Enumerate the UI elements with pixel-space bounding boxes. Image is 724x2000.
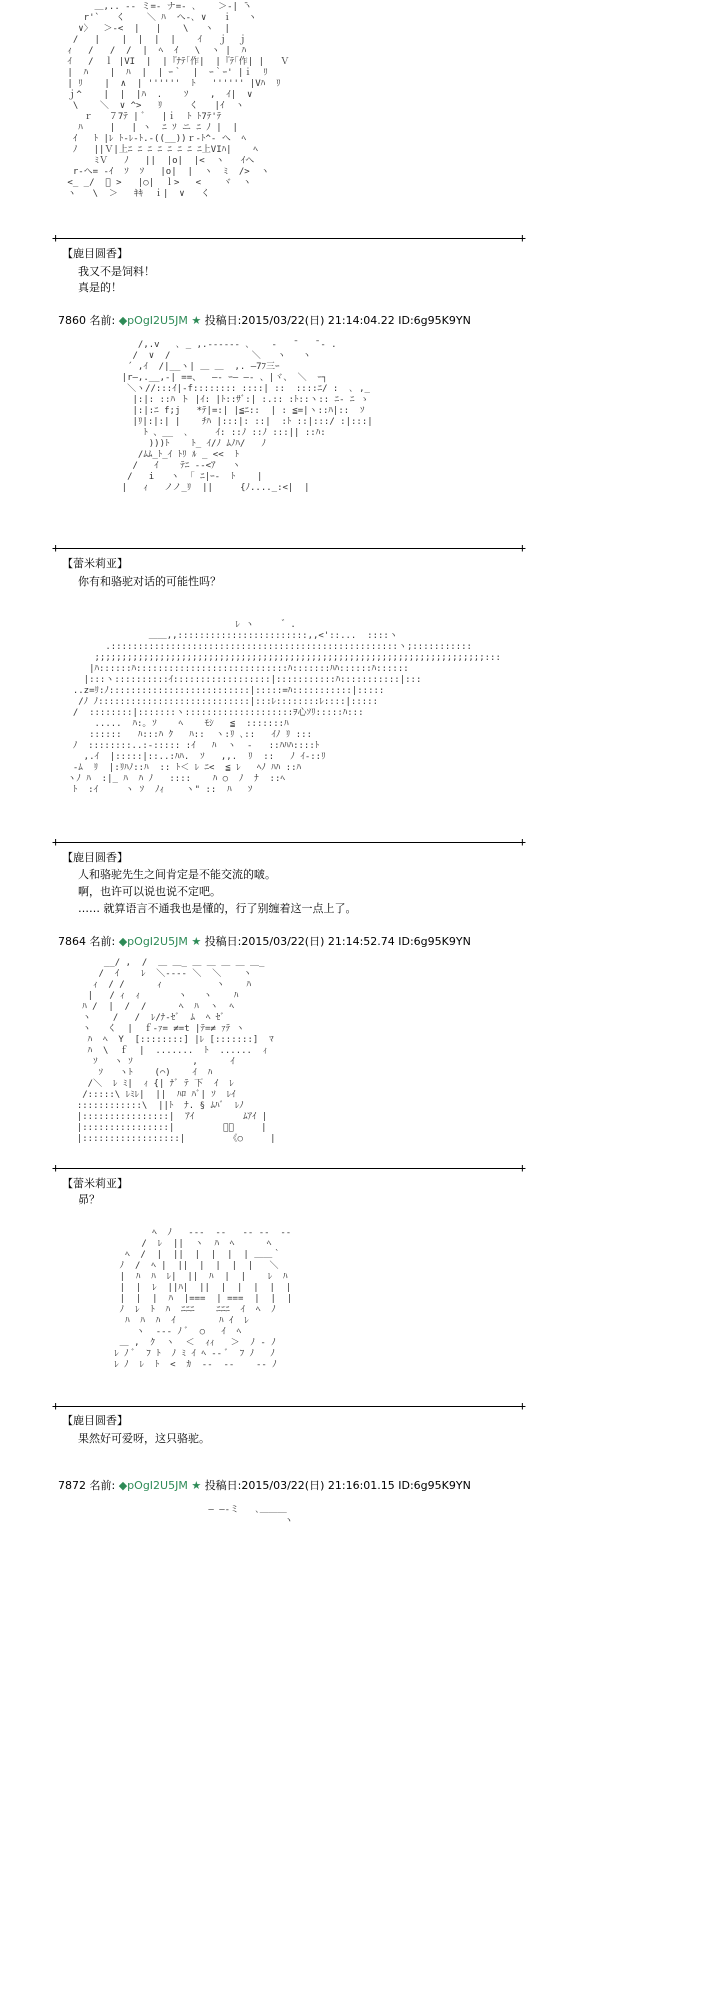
- divider-plus-right: +: [518, 1399, 526, 1413]
- post-number: 7872: [58, 1479, 86, 1492]
- divider-plus-right: +: [518, 835, 526, 849]
- divider-plus-left: +: [52, 1161, 60, 1175]
- dialogue-line: 啊，也许可以说也说不定吧。: [78, 885, 221, 898]
- divider: [52, 231, 526, 245]
- post-header: [58, 935, 471, 949]
- divider: [52, 1399, 526, 1413]
- post-number: 7864: [58, 935, 86, 948]
- speaker-label: 【蕾米莉亚】: [62, 557, 128, 570]
- dialogue-line: 果然好可爱呀，这只骆驼。: [78, 1432, 210, 1445]
- divider-plus-left: +: [52, 231, 60, 245]
- post-tripcode[interactable]: ◆pOgI2U5JM ★: [118, 935, 202, 948]
- ascii-art-madoka-2: ﾍ ﾉ ‐‐‐ ‐‐ ‐‐ ‐‐ ‐‐ / ﾚ || ヽ ﾊ ﾍ ﾍ ﾍ / | || | | | | ＿＿｀ ﾉ / ﾍ | || | | | | ＼ | ﾊ ﾊ ﾚ| || ﾊ | | ﾚ ﾊ | | ﾚ ||ﾊ| || | | | | | | | | ﾊ |=== | === | | | ﾉ ﾚ ﾄ ﾊ ﾆﾆﾆ ﾆﾆﾆ ｲ ﾍ ﾉ ﾊ ﾊ ﾊ ｲ ﾊ ｲ ﾚ ヽ ‐-- ﾉ ﾞ ○ ｲ ﾍ ＿ , ｸ ヽ ＜ ｨｨ ＞ ﾉ ‐ ﾉ ﾚ ﾉ ﾞ ﾌ ﾄ ﾉ ﾐ ｲ ﾍ ‐‐ ﾞ ﾌ ﾉ ﾉ ﾚ ﾉ ﾚ ﾄ < ｶ ‐‐ ‐‐ ‐‐ ﾉ: [114, 1228, 293, 1370]
- post-name-label: 名前:: [89, 1479, 116, 1492]
- divider: [52, 835, 526, 849]
- ascii-art-madoka-1: ＿,.. -‐ ミ=- ナ=- ､ ＞-| ̄ヽ r'` く ＼ ﾊ へ-､ ∨ ｉ ヽ ∨〉 ＞-< | | \ ヽ | / | | | | | ｲ ｊ ｊ ｨ / / / | ﾍ ｲ \ ヽ | ﾊ ｲ / ｌ |VI | |『ﾅﾃ｢作| |『ﾃ｢作| | Ｖ | ﾊ | ﾊ | | ｰ｀ | ｰ｀ｰ' |ｉ ﾘ | ﾘ | ∧ | '''''' ﾄ '''''' |Vﾊ ﾘ ｊ^ | | |ﾊ . ｿ , ｲ| ∨ \ ＼ ∨ ^> ﾘ く |ｲ ヽ ｒ ７7ﾃ | ﾞ |ｉ ﾄ ﾄ7ﾃ'ﾃ ﾊ | | ヽ ﾆ ｿ ニ ﾆ ﾉ | | ｲ ﾄ |ﾚ ﾄ-ﾚ-ﾄ.-((__))ｒ-ﾄ^- へ ﾍ ﾉ ||Ｖ|上ﾆ ﾆ ﾆ ﾆ ﾆ ﾆ ﾆ ﾆ上VIﾊ| ﾍ ﾐＶ ﾉ || |o| |< ヽ ｲへ r-へ= -ｲ ｿ ｿ |o| | ヽ ﾐ /> ヽ <_ _/ ﾞ > |○| ｌ> < ヾ ヽ ヽ \ ＞ ｷｷ ｉ| ∨ く: [67, 2, 290, 199]
- divider-plus-left: +: [52, 835, 60, 849]
- dialogue-line: 昴？: [78, 1193, 100, 1206]
- divider: [52, 1161, 526, 1175]
- post-number: 7860: [58, 314, 86, 327]
- post-name-label: 名前:: [89, 314, 116, 327]
- speaker-label: 【鹿目圆香】: [62, 1414, 128, 1427]
- post-header: [58, 1479, 471, 1493]
- divider-plus-right: +: [518, 1161, 526, 1175]
- speaker-label: 【鹿目圆香】: [62, 247, 128, 260]
- dialogue-line: 你有和骆驼对话的可能性吗？: [78, 575, 221, 588]
- post-name-label: 名前:: [89, 935, 116, 948]
- divider-plus-left: +: [52, 1399, 60, 1413]
- divider-plus-right: +: [518, 541, 526, 555]
- dialogue-line: 真是的！: [78, 281, 122, 294]
- post-tripcode[interactable]: ◆pOgI2U5JM ★: [118, 1479, 202, 1492]
- ascii-art-remilia-2: __/ , / ＿ ＿_ ＿ ＿ ＿ ＿ ＿_ / ｲ ﾚ ＼‐‐‐‐ ＼ ＼ ヽ ｨ / / ｨ ヽ ﾊ | / ｨ ｨ ヽ ヽ ﾊ ﾊ / | / / ﾍ ﾊ ヽ ﾍ ヽ / / ﾚ/ﾅ-ｾﾞ ﾑ ﾍ ｾﾞ ヽ く | ｆ-ｧ= ≠=t |ﾃ=≠ ｧﾃ ヽ ﾊ ﾍ Y [::::::::] |ﾚ [:::::::] ﾏ ﾊ \ ｆ | ....... ﾄ ...... ｨ ｿ ヽ ｿ , ｲ ｿ ヽﾄ (⌒) ｲ ﾊ /＼ ﾚ ﾐ| ｨ {| ﾅﾞ ﾃ 下 ｲ ﾚ /:::::\ ﾚﾐﾚ| || ﾊﾛ ﾊﾞ| ｿ ﾚｲ ::::::::::::\ ||ﾄ ﾅ. § ﾑﾊﾞ ﾚﾉ |::::::::::::::::| ｱｲ ﾑｱｲ | |::::::::::::::::| ﾞﾞ | |::::::::::::::::::| 《○ |: [76, 958, 276, 1144]
- divider-plus-left: +: [52, 541, 60, 555]
- ascii-art-camel-scene: ﾚ ヽ ゛. ＿＿,,::::::::::::::::::::::::,,<'::... ::::ヽ .:::::::::::::::::::::::::::::::::::::::::::::::::::::ヽ;::::::::::: ;;;;;;;;;;;;;;;;;;;;;;;;;;;;;;;;;;;;;;;;;;;;;;;;;;;;;;;;;;;;;;;;;;;;;;;;::: |ﾊ::::::ﾊ::::::::::::::::::::::::::::ﾊ:::::::ﾊﾊ::::::ﾊ:::::: |:::ヽ::::::::::ｲ::::::::::::::::::|:::::::::::ﾊ:::::::::::|::: ..z=ﾘ:ﾉ::::::::::::::::::::::::::|:::::=ﾊ:::::::::::|::::: /ﾉ ﾉ::::::::::::::::::::::::::::|:::ﾚ::::::::ﾚ::::|::::: / ::::::::|:::::::ヽ::::::::::::::::::::ｦ心ｿﾘ:::::ﾊ::: ..... ﾊ:｡ ｿ ﾍ ﾓｼ ≦ :::::::ﾊ :::::: ﾊ:::ﾊ ｸ ﾊ:: ヽ:ﾘ ､:: ｲﾉ ﾘ ::: ﾉ ::::::::..:-::::: :ｲ ﾊ ヽ ‐ ::ﾊﾊﾊ::::ﾄ ,.ｲ |:::::|::..:ﾊﾊ. ｿ ,,. ﾘ :: ﾉ ｲ-::ﾘ -ﾑ ﾘ |:ﾘﾊﾉ::ﾊ :: ﾄ＜ ﾚ ﾆ< ≦ ﾚ ﾍﾉ ﾊﾊ ::ﾊ ヽﾉ ﾊ :|_ ﾊ ﾊ ﾉ :::: ﾊ ○ ﾉ ﾅ ::ﾍ ﾄ :ｲ ヽ ｿ ﾉｨ ヽ" :: ﾊ ｿ: [67, 620, 501, 795]
- ascii-art-partial: ― ―‐ミ ､＿＿＿ ヽ: [208, 1505, 294, 1526]
- ascii-art-remilia-1: /,.v ､ _ ,.-‐‐‐‐- ､ ‐ ̄ ̄ - . / ∨ / ＼ ヽ ヽ ´ ,ｲ /|__ヽ| ＿ ＿ ,. ―7ﾌ三ｰ |r―,.__,-| ==、 ―‐ ｰ― ―‐ 、|ヾ、 ＼ ｰ┐ ＼ヽ//:::ｲ|-f:::::::: ::::| :: ::::ﾆ/ : ､ ,_ |:|: ::ﾊ ト |ｲ: |ﾄ::ｻﾞ:| :.:: :ﾄ::ヽ:: ﾆ- ﾆ ゝ |:|:ﾆ f;j *ﾃ|=:| |≦ﾆ:: | : ≦=|ヽ::ﾊ|:: ｿ |ﾘ|:|:| | ﾁﾊ |:::|: ::| :ﾄ ::|:::/ :|:::| ﾄ 、__ ､ ｲ: ::ﾉ ::ﾉ :::|| ::ﾊ: )))ﾄ ﾄ_ ｲ/ﾉ ﾑﾉﾊ/ ﾉ /ﾑﾑ_ﾄ_ｲ ﾄﾘ ﾙ _ << ﾄ / ｲ ﾃﾆ -‐<ｱ ヽ / i ヽ ｢ ﾆ|ｰ‐ ﾄ | | ｨ ノノ_ﾘ || {ﾉ...._:<| |: [121, 340, 373, 493]
- post-date: 投稿日:2015/03/22(日) 21:16:01.15 ID:6g95K9YN: [204, 1479, 471, 1492]
- post-date: 投稿日:2015/03/22(日) 21:14:04.22 ID:6g95K9YN: [204, 314, 471, 327]
- post-date: 投稿日:2015/03/22(日) 21:14:52.74 ID:6g95K9YN: [204, 935, 471, 948]
- divider-plus-right: +: [518, 231, 526, 245]
- post-tripcode[interactable]: ◆pOgI2U5JM ★: [118, 314, 202, 327]
- speaker-label: 【鹿目圆香】: [62, 851, 128, 864]
- speaker-label: 【蕾米莉亚】: [62, 1177, 128, 1190]
- divider: [52, 541, 526, 555]
- dialogue-line: 我又不是饲料！: [78, 265, 155, 278]
- post-header: [58, 314, 471, 328]
- dialogue-line: …… 就算语言不通我也是懂的，行了别缠着这一点上了。: [78, 902, 357, 915]
- dialogue-line: 人和骆驼先生之间肯定是不能交流的啵。: [78, 868, 276, 881]
